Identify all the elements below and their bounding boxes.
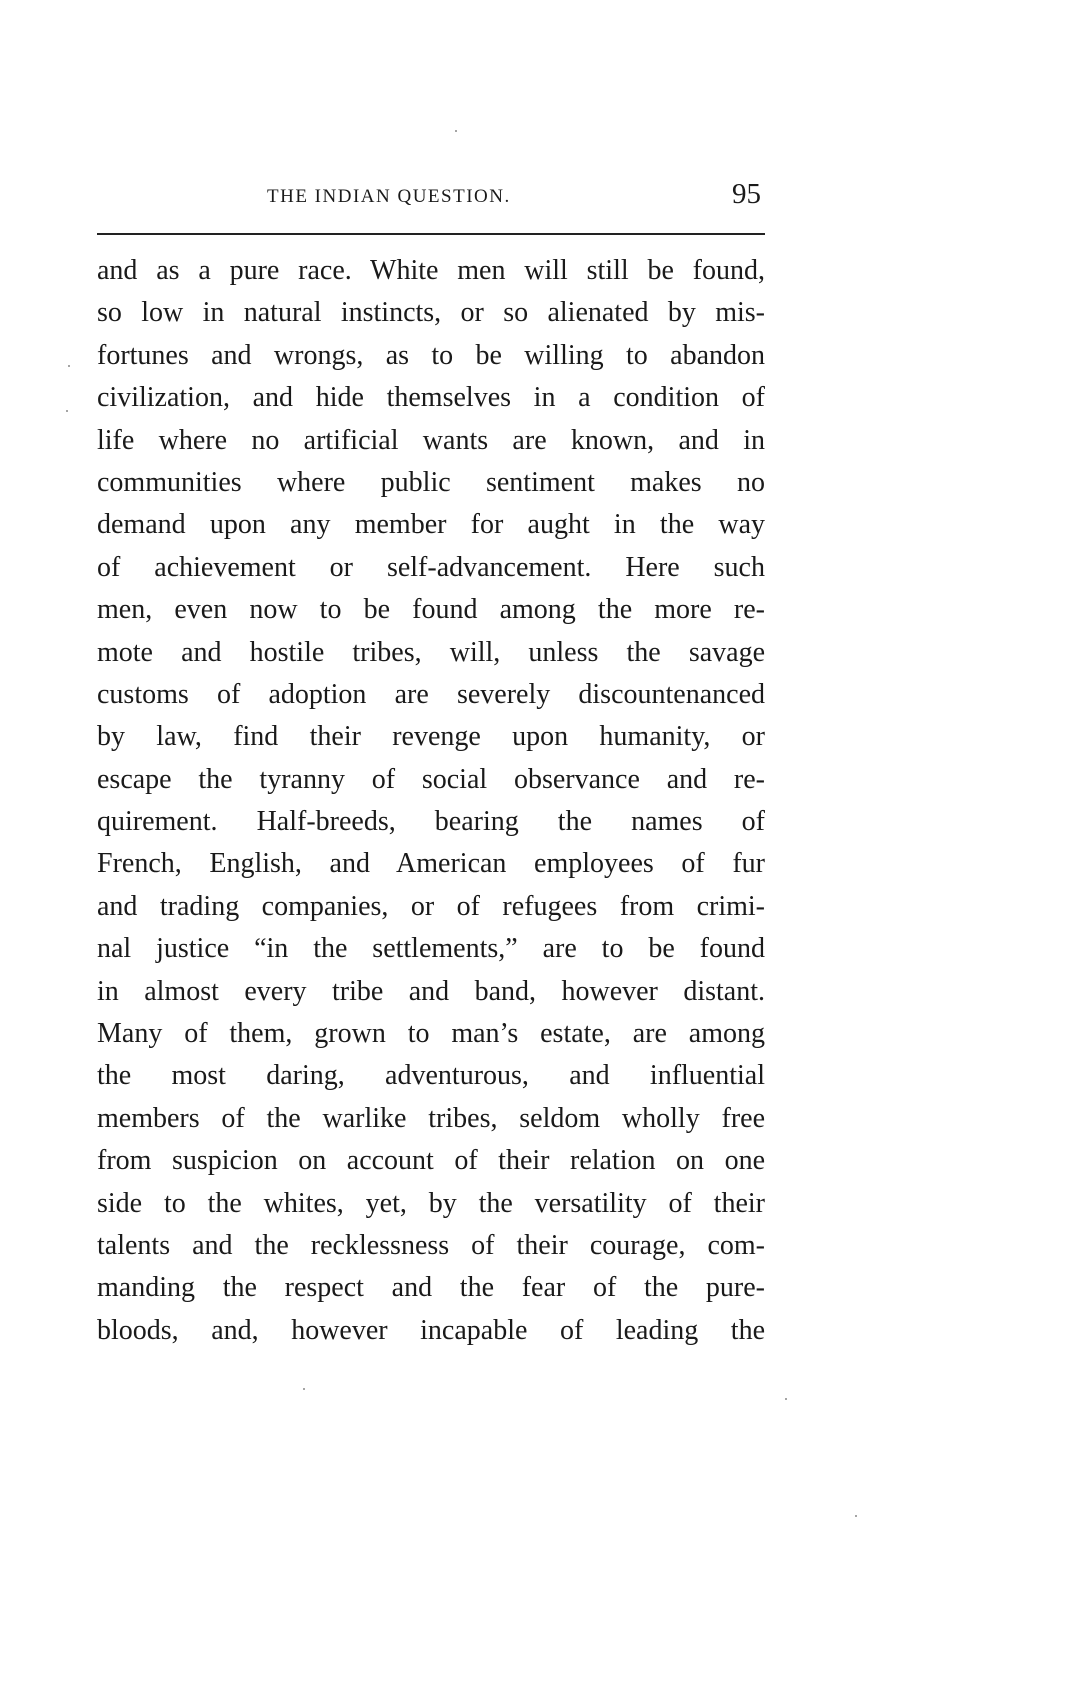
text-line: French, English, and American employees of fur — [97, 848, 765, 880]
scan-speck — [455, 130, 457, 132]
scan-speck — [785, 1398, 787, 1400]
text-line: quirement. Half-breeds, bearing the names of — [97, 806, 765, 838]
text-line: from suspicion on account of their relation on one — [97, 1145, 765, 1177]
text-line: the most daring, adventurous, and influential — [97, 1060, 765, 1092]
text-line: Many of them, grown to man’s estate, are among — [97, 1018, 765, 1050]
text-line: members of the warlike tribes, seldom wholly free — [97, 1102, 765, 1134]
page-number: 95 — [732, 178, 761, 210]
text-line: men, even now to be found among the more re- — [97, 594, 765, 626]
text-line: by law, find their revenge upon humanity, or — [97, 721, 765, 753]
text-line: communities where public sentiment makes no — [97, 466, 765, 498]
text-line: in almost every tribe and band, however distant. — [97, 975, 765, 1007]
text-line: nal justice “in the settlements,” are to be found — [97, 933, 765, 965]
text-line: demand upon any member for aught in the way — [97, 509, 765, 541]
text-line: and trading companies, or of refugees from crimi- — [97, 890, 765, 922]
body-text — [97, 250, 765, 1352]
text-line: and as a pure race. White men will still be found, — [97, 255, 765, 286]
scan-speck — [68, 365, 70, 367]
text-line: of achievement or self-advancement. Here such — [97, 551, 765, 583]
running-title: THE INDIAN QUESTION. — [267, 186, 511, 207]
text-line: mote and hostile tribes, will, unless the savage — [97, 636, 765, 668]
text-line: so low in natural instincts, or so alienated by mis- — [97, 297, 765, 329]
text-line: bloods, and, however incapable of leading the — [97, 1314, 765, 1346]
text-line: civilization, and hide themselves in a condition of — [97, 382, 765, 414]
text-line: escape the tyranny of social observance and re- — [97, 763, 765, 795]
text-line: manding the respect and the fear of the pure- — [97, 1272, 765, 1304]
text-line: talents and the recklessness of their courage, com- — [97, 1229, 765, 1261]
scan-speck — [303, 1388, 305, 1390]
scan-speck — [66, 410, 68, 412]
text-line: customs of adoption are severely discountenanced — [97, 678, 765, 710]
text-line: life where no artificial wants are known, and in — [97, 424, 765, 456]
scan-speck — [855, 1515, 857, 1517]
header-rule — [97, 233, 765, 235]
running-header — [97, 178, 765, 214]
text-line: fortunes and wrongs, as to be willing to abandon — [97, 339, 765, 371]
text-line: side to the whites, yet, by the versatility of their — [97, 1187, 765, 1219]
